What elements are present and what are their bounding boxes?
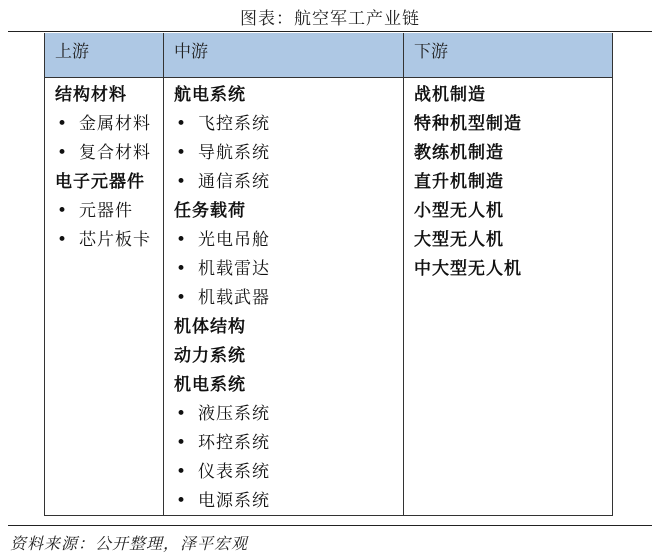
item-label: 环控系统 [198,433,270,453]
list-item [55,139,151,168]
item-label: 通信系统 [198,172,270,192]
header-downstream: 下游 [414,42,448,62]
category-label: 战机制造 [414,85,486,105]
bullet-icon: • [57,201,69,221]
bullet-icon: • [176,404,188,424]
list-item [55,197,151,226]
industry-chain-table [44,33,613,516]
column-divider-1 [163,33,164,515]
midstream-column [174,81,270,516]
item-label: 仪表系统 [198,462,270,482]
list-item [174,458,270,487]
list-item [174,284,270,313]
item-label: 液压系统 [198,404,270,424]
bullet-icon: • [57,143,69,163]
category-label: 动力系统 [174,346,246,366]
source-note: 资料来源：公开整理，泽平宏观 [10,534,249,553]
item-label: 复合材料 [79,143,151,163]
category-label: 电子元器件 [55,172,145,192]
bottom-rule [8,525,652,526]
item-label: 芯片板卡 [79,230,151,250]
bullet-icon: • [57,230,69,250]
list-item [174,400,270,429]
category-label: 机体结构 [174,317,246,337]
list-item [174,168,270,197]
category-label: 小型无人机 [414,201,504,221]
downstream-column [414,81,522,284]
list-item [174,487,270,516]
top-rule [8,31,652,32]
item-label: 元器件 [79,201,133,221]
category-label: 中大型无人机 [414,259,522,279]
category-label: 直升机制造 [414,172,504,192]
category-label: 特种机型制造 [414,114,522,134]
category-label: 任务载荷 [174,201,246,221]
bullet-icon: • [176,143,188,163]
bullet-icon: • [176,491,188,511]
table-header-row [45,33,612,78]
column-divider-2 [403,33,404,515]
item-label: 光电吊舱 [198,230,270,250]
category-label: 机电系统 [174,375,246,395]
item-label: 电源系统 [198,491,270,511]
category-label: 教练机制造 [414,143,504,163]
list-item [174,139,270,168]
header-midstream: 中游 [174,42,208,62]
item-label: 机载武器 [198,288,270,308]
item-label: 金属材料 [79,114,151,134]
list-item [55,226,151,255]
category-label: 大型无人机 [414,230,504,250]
list-item [55,110,151,139]
item-label: 飞控系统 [198,114,270,134]
bullet-icon: • [176,462,188,482]
bullet-icon: • [57,114,69,134]
bullet-icon: • [176,433,188,453]
list-item [174,226,270,255]
category-label: 航电系统 [174,85,246,105]
item-label: 导航系统 [198,143,270,163]
bullet-icon: • [176,230,188,250]
bullet-icon: • [176,172,188,192]
bullet-icon: • [176,288,188,308]
figure-title: 图表：航空军工产业链 [240,9,420,29]
category-label: 结构材料 [55,85,127,105]
bullet-icon: • [176,114,188,134]
upstream-column [55,81,151,255]
header-upstream: 上游 [55,42,89,62]
list-item [174,429,270,458]
list-item [174,255,270,284]
item-label: 机载雷达 [198,259,270,279]
bullet-icon: • [176,259,188,279]
list-item [174,110,270,139]
